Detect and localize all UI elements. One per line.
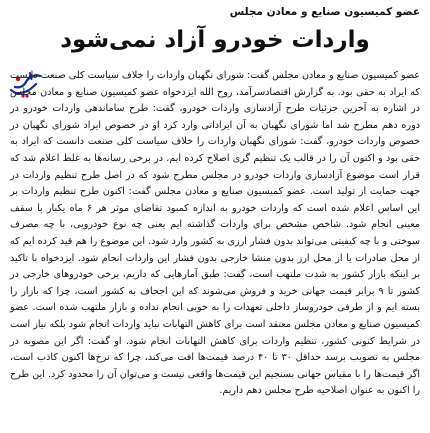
article-kicker: عضو کمیسیون صنایع و معادن مجلس	[229, 6, 420, 18]
article-body	[10, 68, 420, 400]
article-headline: واردات خودرو آزاد نمی‌شود	[60, 27, 370, 53]
article-paragraph: عضو کمیسیون صنایع و معادن مجلس گفت: شورای نگهبان واردات را خلاف سیاست کلی صنعت دانست که ایراد به حقی بود. به گزارش اقتصادسرآمد، روح الله ایزدخواه عضو کمیسیون صنایع و معادن مجلس در اشاره به آخرین جزئیات طرح آزادسازی واردات خودرو، گفت: طرح ساماندهی واردات خودرو در دوره دهم مطرح شد اما شورای نگهبان به آن ایراداتی وارد کرد او در خصوص ایراد شورای نگهبان در خصوص واردات خودرو، گفت: شورای نگهبان واردات را خلاف سیاست کلی صنعت دانست که ایراد به حقی بود و اکنون آن را در قالب یک تنظیم گری اصلاح کرده ایم. در برخی رسانه‌ها به غلط اعلام شد که قرار است موضوع آزادسازی واردات خودرو در مجلس مطرح شود که در اصل طرح تنظیم واردات در جهت حمایت از تولید است. عضو کمیسیون صنایع و معادن مجلس گفت: اکنون طرح تنظیم واردات بر این اساس اعلام شده است که واردات خودرو به اندازه کمبود تقاضای موثر هر ۶ ماه یکبار با سقف معینی انجام شود. شاخص مشخص برای واردات گذاشته ایم یعنی چه نوع خودرویی، با چه مصرف سوختی و با چه کیفیتی می‌تواند بدون فشار ارزی به کشور وارد شود. این موضوع را هم قید کرده ایم که از محل صادرات یا از محل ارز بدون منشا خارجی بدون فشار این واردات انجام شود. ایزدخواه با تاکید بر اینکه بازار کشور به شدت ملتهب است، گفت: طبق آمارهایی که داریم، برخی خودروهای خارجی در کشور تا ۹ برابر قیمت جهانی خرید و فروش می‌شوند که این اجحاف به کشور است، چرا که بازار را بسته ایم و از طرفی خودروساز داخلی تعهدات را به خوبی انجام نداده و بازار ملتهب شده است. عضو کمیسیون صنایع و معادن مجلس معتقد است برای کاهش التهابات نباید واردات انجام شود بلکه نیاز است در شرایط کنونی کشور، تنظیم واردات برای کاهش التهابات انجام شود. او گفت: اگر این مصوبه در مجلس به تصویب برسد حداقل ۳۰ تا ۴۰ درصد قیمت‌ها افت می‌کند، چرا که نرخ‌ها اکنون کاذب است، اگر قیمت‌ها را با مقیاس جهانی بسنجیم این قیمت‌ها واقعی نیست و می‌توان آن را محدود کرد. این طرح را اکنون به عنوان اصلاحیه طرح مجلس دهم داریم.	[10, 70, 421, 397]
